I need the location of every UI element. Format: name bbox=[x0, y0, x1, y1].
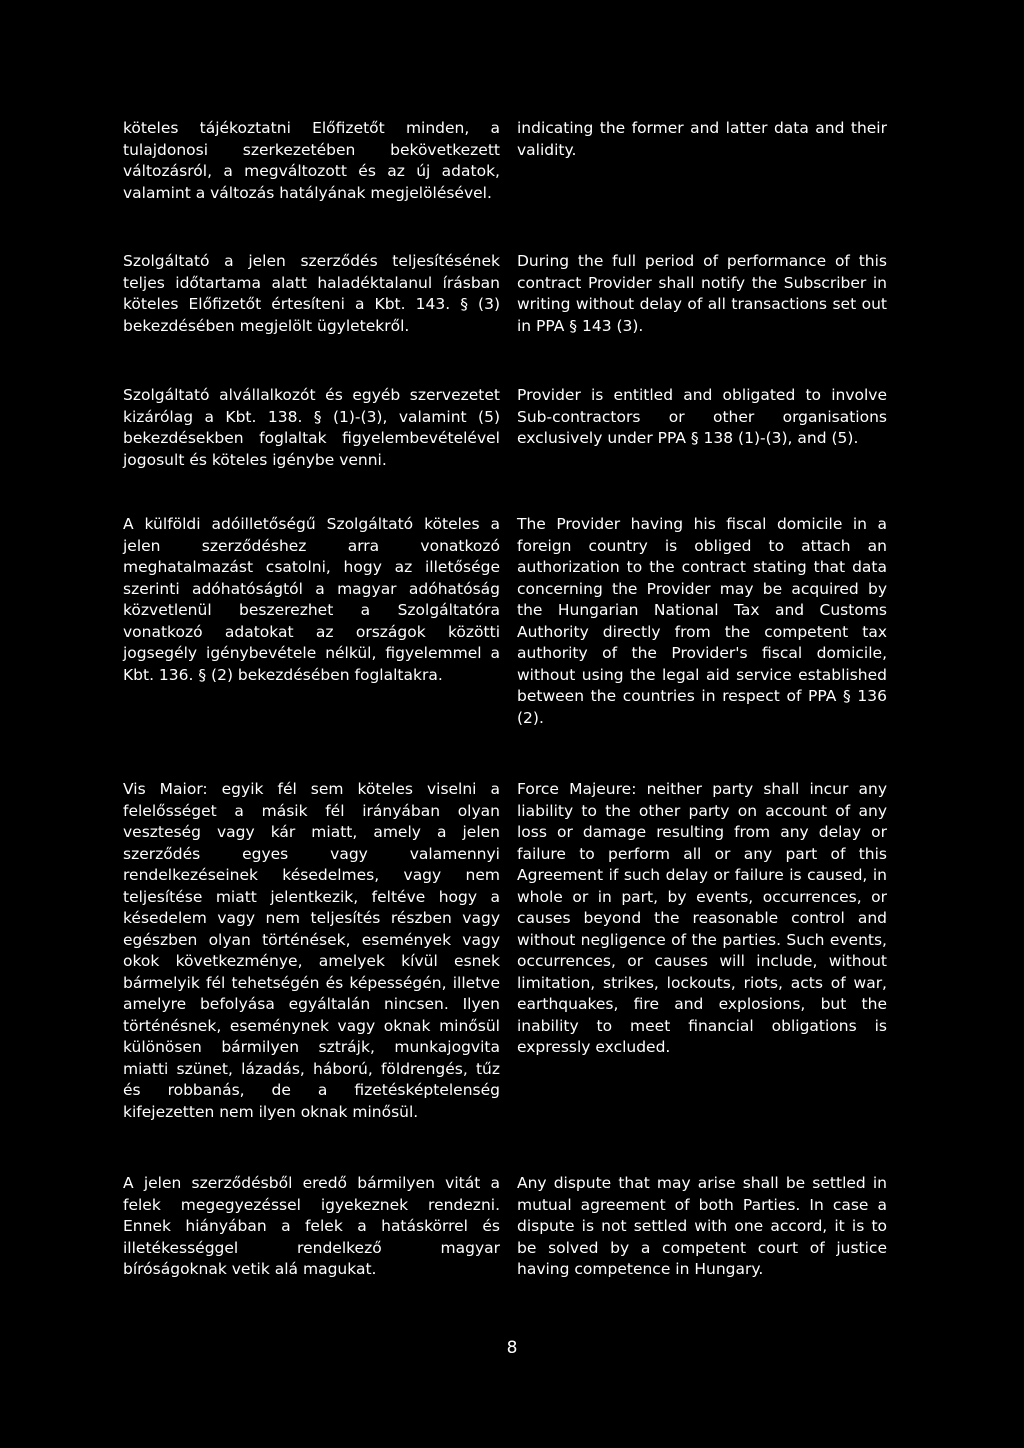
paragraph-hungarian-dispute-resolution: A jelen szerződésből eredő bármilyen vitát a felek megegyezéssel igyekeznek rendezni. Ennek hiányában a felek a hatáskörrel és illetékességgel rendelkező magyar bíróságoknak vetik alá magukat. bbox=[123, 1174, 500, 1278]
paragraph-hungarian-transaction-notice: Szolgáltató a jelen szerződés teljesítésének teljes időtartama alatt haladéktalanul írásban köteles Előfizetőt értesíteni a Kbt. 143. § (3) bekezdésében megjelölt ügyletekről. bbox=[123, 252, 500, 335]
paragraph-hungarian-ownership-change: köteles tájékoztatni Előfizetőt minden, a tulajdonosi szerkezetében bekövetkezett változásról, a megváltozott és az új adatok, valamint a változás hatályának megjelölésével. bbox=[123, 119, 500, 202]
paragraph-english-subcontractors: Provider is entitled and obligated to involve Sub-contractors or other organisations exclusively under PPA § 138 (1)-(3), and (5). bbox=[517, 386, 887, 447]
paragraph-hungarian-subcontractors: Szolgáltató alvállalkozót és egyéb szervezetet kizárólag a Kbt. 138. § (1)-(3), valamint (5) bekezdésekben foglaltak figyelembevételével jogosult és köteles igénybe venni. bbox=[123, 386, 500, 469]
page-number: 8 bbox=[506, 1338, 518, 1358]
paragraph-english-ownership-change: indicating the former and latter data and their validity. bbox=[517, 119, 887, 159]
paragraph-english-foreign-tax-domicile: The Provider having his fiscal domicile in a foreign country is obliged to attach an authorization to the contract stating that data concerning the Provider may be acquired by the Hungarian National Tax and Customs Authority directly from the competent tax authority of the Provider's fiscal domicile, without using the legal aid service established between the countries in respect of PPA § 136 (2). bbox=[517, 515, 887, 727]
paragraph-english-dispute-resolution: Any dispute that may arise shall be settled in mutual agreement of both Parties. In case a dispute is not settled with one accord, it is to be solved by a competent court of justice having competence in Hungary. bbox=[517, 1174, 887, 1278]
paragraph-hungarian-foreign-tax-domicile: A külföldi adóilletőségű Szolgáltató köteles a jelen szerződéshez arra vonatkozó meghatalmazást csatolni, hogy az illetősége szerinti adóhatóságtól a magyar adóhatóság közvetlenül beszerezhet a Szolgáltatóra vonatkozó adatokat az országok közötti jogsegély igénybevétele nélkül, figyelemmel a Kbt. 136. § (2) bekezdésében foglaltakra. bbox=[123, 515, 500, 684]
paragraph-english-force-majeure: Force Majeure: neither party shall incur any liability to the other party on account of any loss or damage resulting from any delay or failure to perform all or any part of this Agreement if such delay or failure is caused, in whole or in part, by events, occurrences, or causes beyond the reasonable control and without negligence of the parties. Such events, occurrences, or causes will include, without limitation, strikes, lockouts, riots, acts of war, earthquakes, fire and explosions, but the inability to meet financial obligations is expressly excluded. bbox=[517, 780, 887, 1056]
paragraph-hungarian-force-majeure: Vis Maior: egyik fél sem köteles viselni a felelősséget a másik fél irányában olyan veszteség vagy kár miatt, amely a jelen szerződés egyes vagy valamennyi rendelkezéseinek késedelmes, vagy nem teljesítése miatt jelentkezik, feltéve hogy a késedelem vagy nem teljesítés részben vagy egészben olyan történések, események vagy okok következménye, amelyek kívül esnek bármelyik fél tehetségén és képességén, illetve amelyre befolyása egyáltalán nincsen. Ilyen történésnek, eseménynek vagy oknak minősül különösen bármilyen sztrájk, munkajogvita miatti szünet, lázadás, háború, földrengés, tűz és robbanás, de a fizetésképtelenség kifejezetten nem ilyen oknak minősül. bbox=[123, 780, 500, 1121]
paragraph-english-transaction-notice: During the full period of performance of this contract Provider shall notify the Subscriber in writing without delay of all transactions set out in PPA § 143 (3). bbox=[517, 252, 887, 335]
